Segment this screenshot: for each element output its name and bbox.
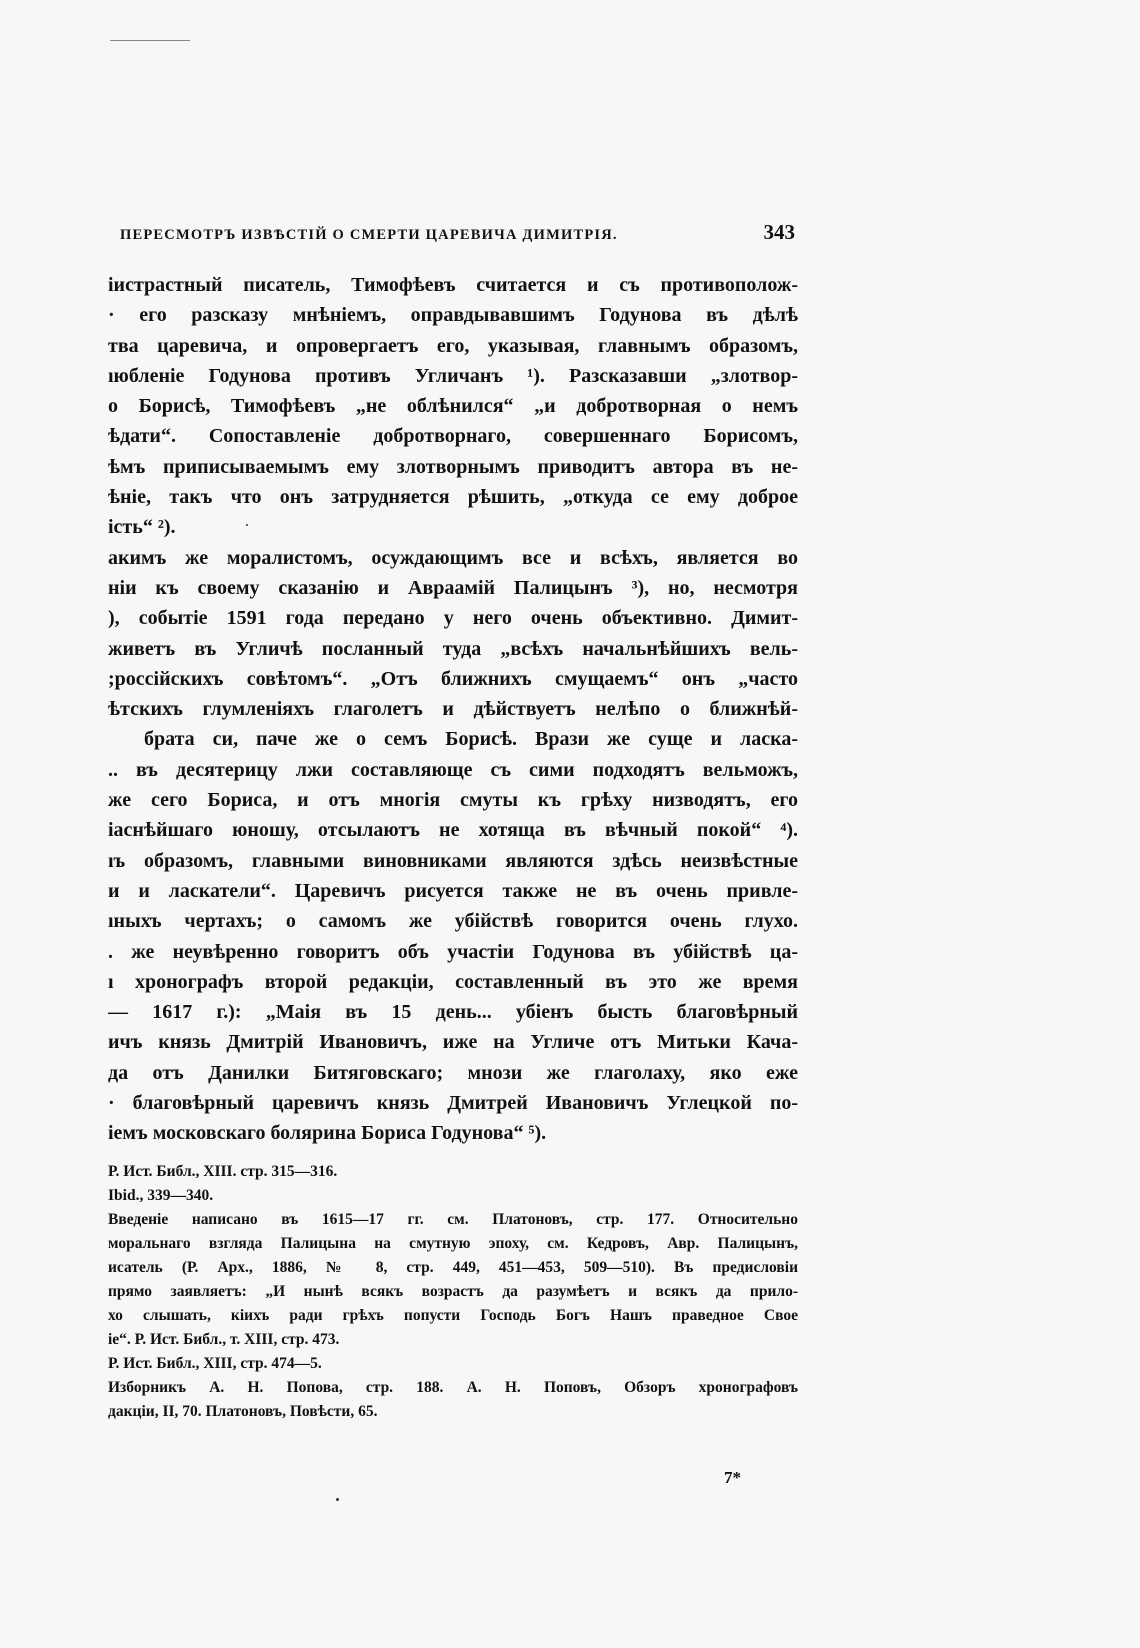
text-line: и и ласкатели“. Царевичъ рисуется также не въ очень привле- [108, 879, 798, 902]
footnote-line: Р. Ист. Библ., XIII, стр. 474—5. [108, 1355, 322, 1372]
text-line: ), событіе 1591 года передано у него очень объективно. Димит- [108, 607, 798, 630]
footnote-line: Введеніе написано въ 1615—17 гг. см. Платоновъ, стр. 177. Относительно [108, 1211, 798, 1228]
footnotes [108, 1160, 798, 1424]
footnote-line: Ibid., 339—340. [108, 1187, 214, 1204]
text-line: — 1617 г.): „Маія въ 15 день... убіенъ бысть благовѣрный [108, 1001, 798, 1024]
text-line: ѣніе, такъ что онъ затрудняется рѣшить, „откуда се ему доброе [108, 486, 798, 509]
text-line: брата си, паче же о семъ Борисѣ. Врази же суще и ласка- [144, 728, 798, 751]
footnote-line: Изборникъ А. Н. Попова, стр. 188. А. Н. Поповъ, Обзоръ хронографовъ [108, 1379, 798, 1396]
page-number: 343 [763, 220, 795, 244]
footnote-line: прямо заявляетъ: „И нынѣ всякъ возрастъ да разумѣетъ и всякъ да прило- [108, 1283, 798, 1300]
text-line: о Борисѣ, Тимофѣевъ „не облѣнился“ „и добротворная о немъ [108, 395, 798, 418]
speck [246, 524, 248, 526]
speck [336, 1498, 339, 1501]
text-line: акимъ же моралистомъ, осуждающимъ все и всѣхъ, является во [108, 546, 798, 569]
footnote-line: моральнаго взгляда Палицына на смутную эпоху, см. Кедровъ, Авр. Палицынъ, [108, 1235, 798, 1252]
text-line: іистрастный писатель, Тимофѣевъ считается и съ противополож- [108, 274, 798, 296]
text-line: ıныхъ чертахъ; о самомъ же убійствѣ говорится очень глухо. [108, 910, 798, 933]
text-line: іаснѣйшаго юношу, отсылаютъ не хотяща въ вѣчный покой“ ⁴). [108, 819, 798, 842]
footnote-line: Р. Ист. Библ., XIII. стр. 315—316. [108, 1163, 338, 1180]
text-line: ніи къ своему сказанію и Авраамій Палицынъ ³), но, несмотря [108, 576, 798, 599]
text-line: ість“ ²). [108, 516, 176, 539]
text-line: да отъ Данилки Битяговскаго; мнози же глаголаху, яко еже [108, 1061, 798, 1084]
footnote-line: іе“. Р. Ист. Библ., т. XIII, стр. 473. [108, 1331, 340, 1348]
text-line: ѣмъ приписываемымъ ему злотворнымъ приводитъ автора въ не- [108, 455, 798, 478]
footnote-line: исатель (Р. Арх., 1886, № 8, стр. 449, 451—453, 509—510). Въ предисловіи [108, 1259, 798, 1276]
text-line: тва царевича, и опровергаетъ его, указывая, главнымъ образомъ, [108, 334, 798, 357]
text-line: же сего Бориса, и отъ многія смуты къ грѣху низводятъ, его [108, 789, 798, 812]
text-line: ѣтскихъ глумленіяхъ глаголетъ и дѣйствуетъ нелѣпо о ближнѣй- [108, 698, 798, 721]
text-line: живетъ въ Угличѣ посланный туда „всѣхъ начальнѣйшихъ вель- [108, 637, 798, 660]
signature-mark: 7* [724, 1468, 741, 1487]
body-text [108, 270, 798, 1149]
text-line: ;россійскихъ совѣтомъ“. „Отъ ближнихъ смущаемъ“ онъ „часто [108, 667, 798, 690]
text-line: . же неувѣренно говоритъ объ участіи Годунова въ убійствѣ ца- [108, 940, 798, 963]
text-line: ıюбленіе Годунова противъ Угличанъ ¹). Разсказавши „злотвор- [108, 364, 798, 387]
footnote-line: дакціи, II, 70. Платоновъ, Повѣсти, 65. [108, 1403, 378, 1420]
top-rule [110, 40, 190, 41]
text-line: .. въ десятерицу лжи составляюще съ сими подходятъ вельможъ, [108, 758, 798, 781]
text-line: ѣдати“. Сопоставленіе добротворнаго, совершеннаго Борисомъ, [108, 425, 798, 448]
page-header [120, 220, 795, 245]
text-line: ıъ образомъ, главными виновниками являются здѣсь неизвѣстные [108, 849, 798, 872]
text-line: · его разсказу мнѣніемъ, оправдывавшимъ Годунова въ дѣлѣ [108, 304, 798, 327]
running-head: ПЕРЕСМОТРЪ ИЗВѢСТІЙ О СМЕРТИ ЦАРЕВИЧА ДИМИТРІЯ. [120, 227, 618, 243]
text-line: іемъ московскаго болярина Бориса Годунова“ ⁵). [108, 1122, 547, 1145]
text-line: ичъ князь Дмитрій Ивановичъ, иже на Угличе отъ Митьки Кача- [108, 1031, 798, 1054]
text-line: · благовѣрный царевичъ князь Дмитрей Ивановичъ Углецкой по- [108, 1092, 798, 1115]
footnote-line: хо слышать, кіихъ ради грѣхъ попусти Господь Богъ Нашъ праведное Свое [108, 1307, 798, 1324]
text-line: ı хронографъ второй редакціи, составленный въ это же время [108, 970, 798, 993]
